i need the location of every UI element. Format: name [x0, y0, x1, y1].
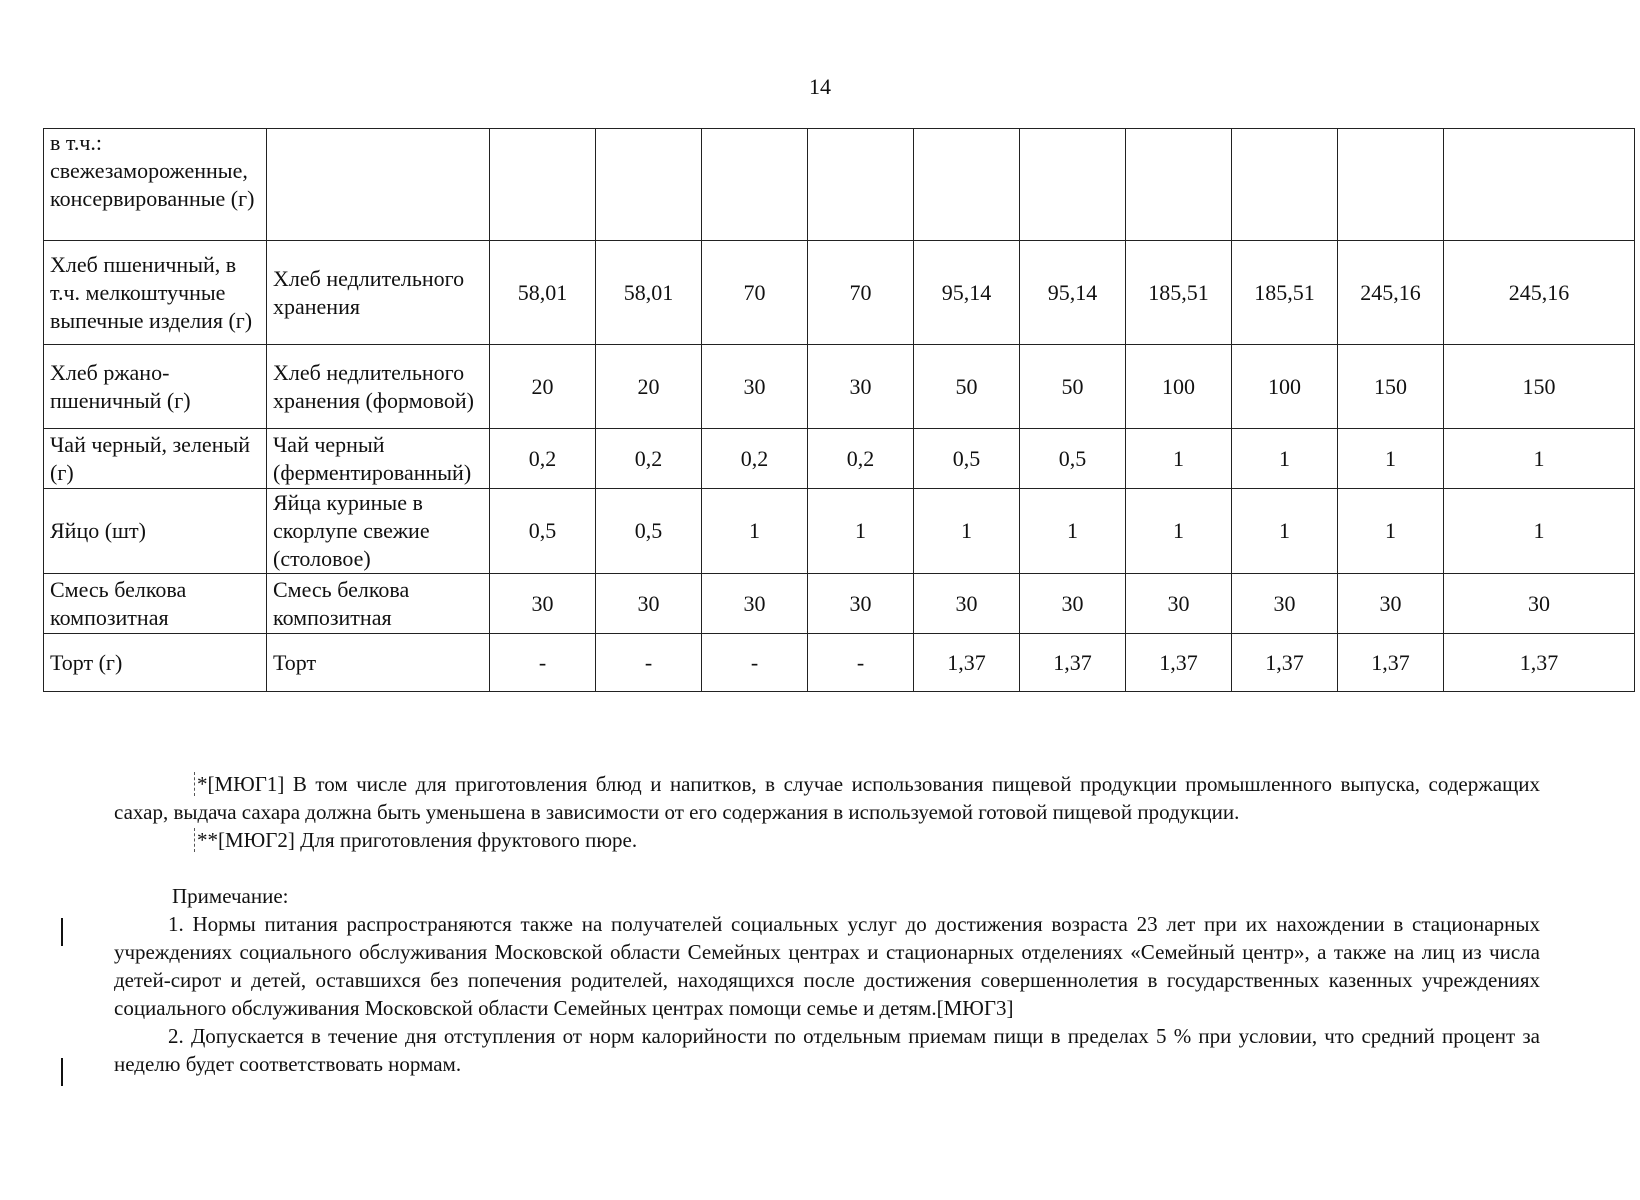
value-cell: 1,37 [1444, 634, 1635, 692]
value-cell: 245,16 [1444, 241, 1635, 345]
value-cell: 185,51 [1232, 241, 1338, 345]
value-cell: 1 [702, 489, 808, 574]
value-cell: 95,14 [914, 241, 1020, 345]
value-cell [1020, 129, 1126, 241]
value-cell: 70 [702, 241, 808, 345]
value-cell: 0,2 [808, 429, 914, 489]
product-cell: в т.ч.: свежезамороженные, консервированные (г) [44, 129, 267, 241]
value-cell: - [808, 634, 914, 692]
value-cell: 95,14 [1020, 241, 1126, 345]
value-cell [808, 129, 914, 241]
value-cell: 70 [808, 241, 914, 345]
footnote-2 [114, 826, 1540, 854]
product-cell: Чай черный, зеленый (г) [44, 429, 267, 489]
value-cell: 0,2 [490, 429, 596, 489]
value-cell: 30 [702, 574, 808, 634]
value-cell: 0,5 [914, 429, 1020, 489]
food-norms-table [43, 128, 1635, 692]
value-cell [914, 129, 1020, 241]
value-cell: 150 [1444, 345, 1635, 429]
value-cell: 50 [914, 345, 1020, 429]
value-cell: 185,51 [1126, 241, 1232, 345]
value-cell: - [596, 634, 702, 692]
table-row [44, 634, 1635, 692]
value-cell [1126, 129, 1232, 241]
subproduct-cell: Чай черный (ферментированный) [267, 429, 490, 489]
value-cell: 50 [1020, 345, 1126, 429]
revision-bar [61, 918, 63, 946]
value-cell: 30 [1338, 574, 1444, 634]
footnote-2-marker: ** [194, 828, 218, 852]
value-cell: 20 [490, 345, 596, 429]
table-row [44, 129, 1635, 241]
note-item-2: 2. Допускается в течение дня отступления от норм калорийности по отдельным приемам пищи в пределах 5 % при условии, что средний процент за неделю будет соответствовать нормам. [114, 1024, 1540, 1076]
value-cell: 1,37 [1126, 634, 1232, 692]
value-cell [1444, 129, 1635, 241]
value-cell: 1 [1444, 429, 1635, 489]
value-cell: 1 [1232, 429, 1338, 489]
product-cell: Хлеб ржано-пшеничный (г) [44, 345, 267, 429]
value-cell [490, 129, 596, 241]
value-cell: 0,2 [702, 429, 808, 489]
value-cell: 30 [808, 345, 914, 429]
value-cell: 30 [808, 574, 914, 634]
product-cell: Хлеб пшеничный, в т.ч. мелкоштучные выпечные изделия (г) [44, 241, 267, 345]
subproduct-cell: Смесь белкова композитная [267, 574, 490, 634]
footnote-1-text: [МЮГ1] В том числе для приготовления блюд и напитков, в случае использования пищевой продукции промышленного выпуска, содержащих сахар, выдача сахара должна быть уменьшена в зависимости от его содержания в используемой готовой пищевой продукции. [114, 772, 1540, 824]
value-cell: 1 [1126, 489, 1232, 574]
table-row [44, 345, 1635, 429]
footnote-1 [114, 770, 1540, 826]
table-row [44, 489, 1635, 574]
value-cell: 1 [1444, 489, 1635, 574]
value-cell [1338, 129, 1444, 241]
product-cell: Торт (г) [44, 634, 267, 692]
value-cell: 30 [1020, 574, 1126, 634]
footnote-2-text: [МЮГ2] Для приготовления фруктового пюре. [218, 828, 638, 852]
product-cell: Яйцо (шт) [44, 489, 267, 574]
value-cell: 0,5 [1020, 429, 1126, 489]
page-number: 14 [809, 74, 831, 99]
value-cell [702, 129, 808, 241]
footnote-1-marker: * [194, 772, 208, 796]
value-cell: 0,2 [596, 429, 702, 489]
value-cell: 1,37 [1338, 634, 1444, 692]
value-cell: 150 [1338, 345, 1444, 429]
value-cell: 30 [490, 574, 596, 634]
subproduct-cell: Хлеб недлительного хранения [267, 241, 490, 345]
value-cell: 30 [702, 345, 808, 429]
value-cell: 100 [1126, 345, 1232, 429]
value-cell: 20 [596, 345, 702, 429]
table-row [44, 429, 1635, 489]
value-cell: 1,37 [1232, 634, 1338, 692]
footnotes-section [114, 770, 1540, 1078]
subproduct-cell: Торт [267, 634, 490, 692]
value-cell: 30 [596, 574, 702, 634]
notes-title: Примечание: [172, 884, 289, 908]
subproduct-cell: Хлеб недлительного хранения (формовой) [267, 345, 490, 429]
value-cell: 30 [1126, 574, 1232, 634]
value-cell: 245,16 [1338, 241, 1444, 345]
table-body [44, 129, 1635, 692]
value-cell: 58,01 [490, 241, 596, 345]
value-cell: - [702, 634, 808, 692]
subproduct-cell: Яйца куриные в скорлупе свежие (столовое) [267, 489, 490, 574]
value-cell: 1 [914, 489, 1020, 574]
value-cell: 1 [1338, 489, 1444, 574]
value-cell: 30 [914, 574, 1020, 634]
value-cell: - [490, 634, 596, 692]
value-cell [596, 129, 702, 241]
value-cell: 0,5 [490, 489, 596, 574]
subproduct-cell [267, 129, 490, 241]
value-cell: 1 [1232, 489, 1338, 574]
revision-bar [61, 1058, 63, 1086]
value-cell: 1 [1126, 429, 1232, 489]
value-cell: 30 [1444, 574, 1635, 634]
value-cell: 1 [1020, 489, 1126, 574]
value-cell [1232, 129, 1338, 241]
value-cell: 1,37 [1020, 634, 1126, 692]
note-item-1: 1. Нормы питания распространяются также на получателей социальных услуг до достижения возраста 23 лет при их нахождении в стационарных учреждениях социального обслуживания Московской области Семейных центрах и стационарных отделениях «Семейный центр», а также на лиц из числа детей-сирот и детей, оставшихся без попечения родителей, находящихся после достижения совершеннолетия в государственных казенных учреждениях социального обслуживания Московской области Семейных центрах помощи семье и детям.[МЮГ3] [114, 912, 1540, 1020]
value-cell: 1,37 [914, 634, 1020, 692]
value-cell: 1 [808, 489, 914, 574]
table-row [44, 241, 1635, 345]
value-cell: 30 [1232, 574, 1338, 634]
table-row [44, 574, 1635, 634]
value-cell: 0,5 [596, 489, 702, 574]
value-cell: 1 [1338, 429, 1444, 489]
value-cell: 100 [1232, 345, 1338, 429]
value-cell: 58,01 [596, 241, 702, 345]
product-cell: Смесь белкова композитная [44, 574, 267, 634]
